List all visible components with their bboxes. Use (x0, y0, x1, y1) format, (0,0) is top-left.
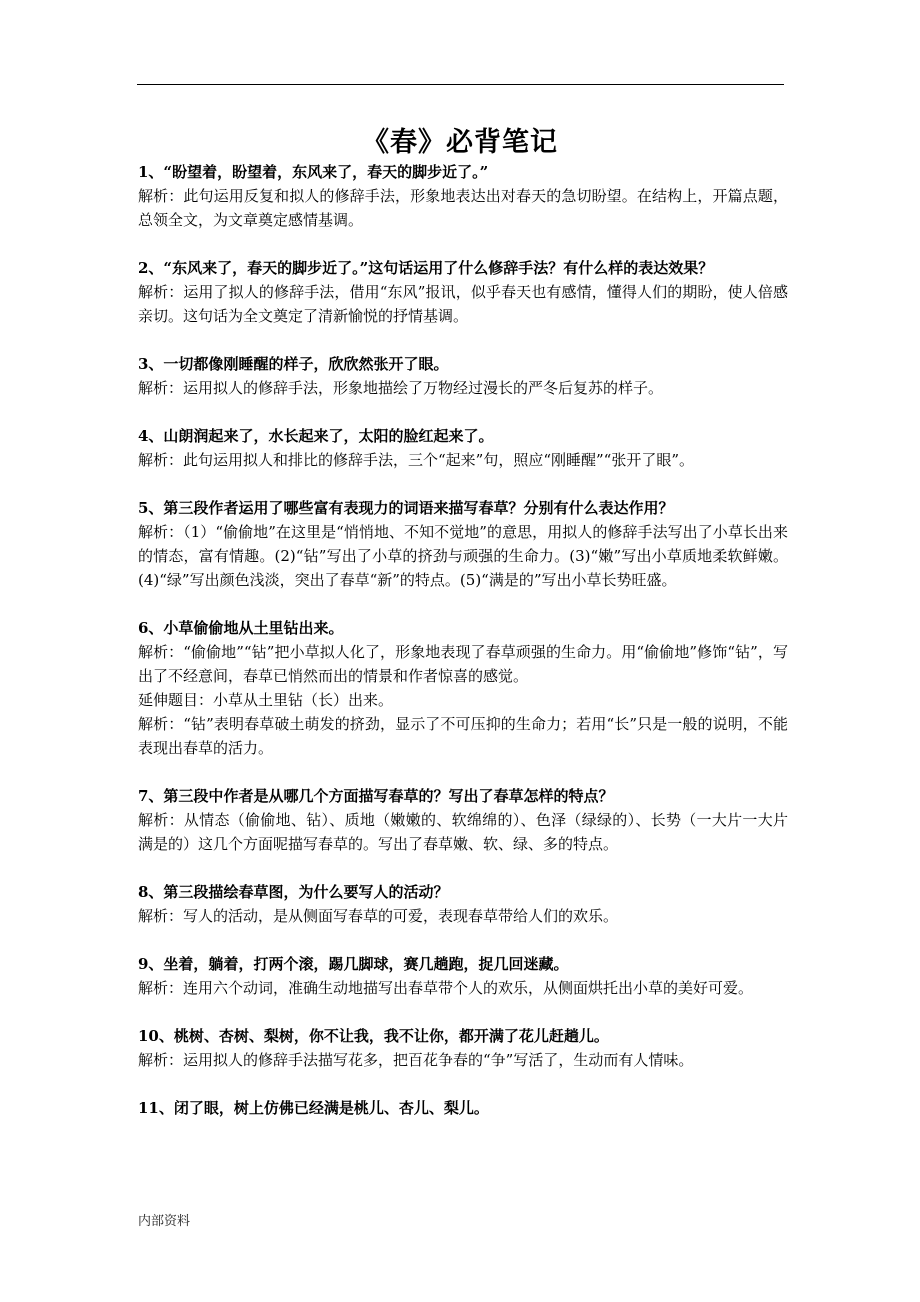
note-analysis: 解析：运用拟人的修辞手法，形象地描绘了万物经过漫长的严冬后复苏的样子。 (138, 379, 664, 397)
note-analysis: 解析：（1）“偷偷地”在这里是“悄悄地、不知不觉地”的意思，用拟人的修辞手法写出了小草长出来的情态，富有情趣。(2)“钻”写出了小草的挤劲与顽强的生命力。(3)“嫩”写出小草质地柔软鲜嫩。(4)“绿”写出颜色浅淡，突出了春草“新”的特点。(5)“满是的”写出小草长势旺盛。 (138, 523, 788, 589)
note-question: 4、山朗润起来了，水长起来了，太阳的脸红起来了。 (138, 427, 494, 445)
note-question: 11、闭了眼，树上仿佛已经满是桃儿、杏儿、梨儿。 (138, 1099, 489, 1117)
note-item (138, 952, 788, 1000)
note-question: 2、“东风来了，春天的脚步近了。”这句话运用了什么修辞手法？有什么样的表达效果？ (138, 259, 714, 277)
note-question: 7、第三段中作者是从哪几个方面描写春草的？写出了春草怎样的特点？ (138, 787, 614, 805)
header-rule (137, 84, 784, 85)
note-question: 3、一切都像刚睡醒的样子，欣欣然张开了眼。 (138, 355, 449, 373)
note-analysis: 解析：连用六个动词，准确生动地描写出春草带个人的欢乐，从侧面烘托出小草的美好可爱。 (138, 979, 754, 997)
note-analysis: 解析：从情态（偷偷地、钻）、质地（嫩嫩的、软绵绵的）、色泽（绿绿的）、长势（一大片一大片满是的）这几个方面呢描写春草的。写出了春草嫩、软、绿、多的特点。 (138, 811, 788, 853)
note-item (138, 352, 788, 400)
note-item (138, 256, 788, 328)
note-item (138, 1096, 788, 1120)
note-analysis: 解析：写人的活动，是从侧面写春草的可爱，表现春草带给人们的欢乐。 (138, 907, 619, 925)
note-analysis: 解析：运用了拟人的修辞手法，借用“东风”报讯，似乎春天也有感情，懂得人们的期盼，使人倍感亲切。这句话为全文奠定了清新愉悦的抒情基调。 (138, 283, 788, 325)
note-item (138, 496, 788, 592)
note-item (138, 424, 788, 472)
note-analysis: 解析：此句运用反复和拟人的修辞手法，形象地表达出对春天的急切盼望。在结构上，开篇点题，总领全文，为文章奠定感情基调。 (138, 187, 788, 229)
note-analysis: 延伸题目：小草从土里钻（长）出来。 (138, 691, 394, 709)
note-analysis: 解析：运用拟人的修辞手法描写花多，把百花争春的“争”写活了，生动而有人情味。 (138, 1051, 694, 1069)
page-title: 《春》必背笔记 (362, 127, 558, 158)
note-item (138, 784, 788, 856)
note-question: 10、桃树、杏树、梨树，你不让我，我不让你，都开满了花儿赶趟儿。 (138, 1027, 609, 1045)
note-item (138, 616, 788, 760)
note-question: 8、第三段描绘春草图，为什么要写人的活动？ (138, 883, 449, 901)
note-analysis: 解析：“钻”表明春草破土萌发的挤劲，显示了不可压抑的生命力；若用“长”只是一般的说明，不能表现出春草的活力。 (138, 715, 788, 757)
note-analysis: 解析：“偷偷地”“钻”把小草拟人化了，形象地表现了春草顽强的生命力。用“偷偷地”修饰“钻”，写出了不经意间，春草已悄然而出的情景和作者惊喜的感觉。 (138, 643, 788, 685)
note-item (138, 1024, 788, 1072)
note-question: 9、坐着，躺着，打两个滚，踢几脚球，赛几趟跑，捉几回迷藏。 (138, 955, 569, 973)
page-footer: 内部资料 (138, 1214, 191, 1229)
note-question: 1、“盼望着，盼望着，东风来了，春天的脚步近了。” (138, 163, 489, 181)
note-item (138, 160, 788, 232)
note-analysis: 解析：此句运用拟人和排比的修辞手法，三个“起来”句，照应“刚睡醒”“张开了眼”。 (138, 451, 695, 469)
note-item (138, 880, 788, 928)
note-question: 6、小草偷偷地从土里钻出来。 (138, 619, 344, 637)
notes-content (138, 160, 788, 1144)
note-question: 5、第三段作者运用了哪些富有表现力的词语来描写春草？分别有什么表达作用？ (138, 499, 674, 517)
